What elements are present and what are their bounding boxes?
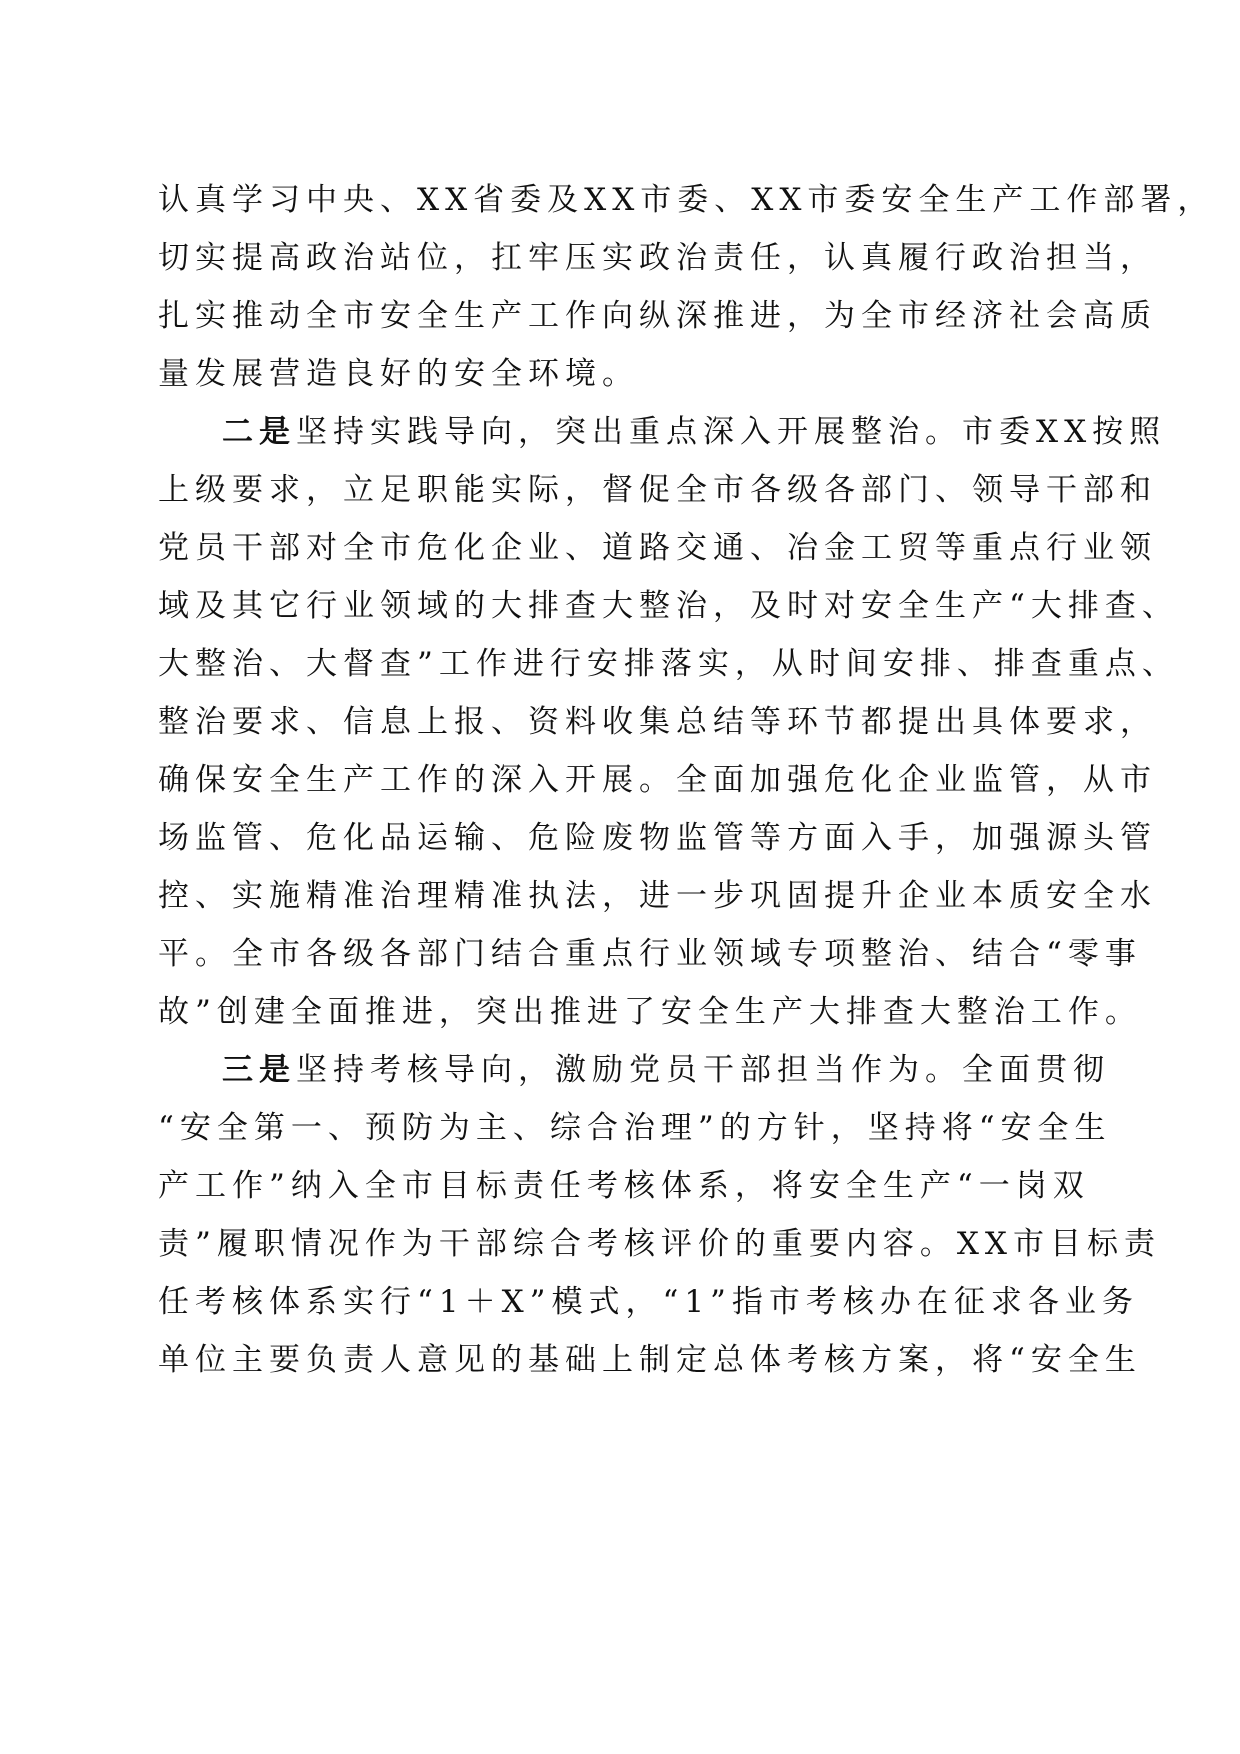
- paragraph-2-line: 党员干部对全市危化企业、道路交通、冶金工贸等重点行业领: [158, 530, 1157, 566]
- paragraph-2-first-line: [222, 412, 1166, 452]
- paragraph-2-lead: 二是: [222, 414, 296, 450]
- paragraph-1-line-1: 认真学习中央、XX省委及XX市委、XX市委安全生产工作部署，: [158, 182, 1215, 218]
- paragraph-2-line: 场监管、危化品运输、危险废物监管等方面入手，加强源头管: [158, 820, 1157, 856]
- paragraph-3-first-line: [222, 1050, 1110, 1090]
- paragraph-2-line: 控、实施精准治理精准执法，进一步巩固提升企业本质安全水: [158, 878, 1157, 914]
- paragraph-2-line: 上级要求，立足职能实际，督促全市各级各部门、领导干部和: [158, 472, 1157, 508]
- paragraph-3-line: 产工作”纳入全市目标责任考核体系，将安全生产“一岗双: [158, 1168, 1090, 1204]
- paragraph-3-line: 责”履职情况作为干部综合考核评价的重要内容。XX市目标责: [158, 1226, 1161, 1262]
- paragraph-2-line: 整治要求、信息上报、资料收集总结等环节都提出具体要求，: [158, 704, 1157, 740]
- paragraph-2-line: 故”创建全面推进，突出推进了安全生产大排查大整治工作。: [158, 994, 1142, 1030]
- paragraph-3-line: “安全第一、预防为主、综合治理”的方针，坚持将“安全生: [158, 1110, 1112, 1146]
- paragraph-3-line: 单位主要负责人意见的基础上制定总体考核方案，将“安全生: [158, 1342, 1142, 1378]
- paragraph-2-line: 平。全市各级各部门结合重点行业领域专项整治、结合“零事: [158, 936, 1142, 972]
- paragraph-1-line-2: 切实提高政治站位，扛牢压实政治责任，认真履行政治担当，: [158, 240, 1157, 276]
- paragraph-2-line: 确保安全生产工作的深入开展。全面加强危化企业监管，从市: [158, 762, 1157, 798]
- paragraph-2-first-line-text: 坚持实践导向，突出重点深入开展整治。市委XX按照: [296, 414, 1167, 450]
- paragraph-1-line-3: 扎实推动全市安全生产工作向纵深推进，为全市经济社会高质: [158, 298, 1157, 334]
- paragraph-3-line: 任考核体系实行“1＋X”模式，“1”指市考核办在征求各业务: [158, 1284, 1139, 1320]
- paragraph-3-lead: 三是: [222, 1052, 296, 1088]
- paragraph-3-first-line-text: 坚持考核导向，激励党员干部担当作为。全面贯彻: [296, 1052, 1110, 1088]
- paragraph-2-line: 域及其它行业领域的大排查大整治，及时对安全生产“大排查、: [158, 588, 1179, 624]
- paragraph-2-line: 大整治、大督查”工作进行安排落实，从时间安排、排查重点、: [158, 646, 1179, 682]
- paragraph-1-line-4: 量发展营造良好的安全环境。: [158, 356, 639, 392]
